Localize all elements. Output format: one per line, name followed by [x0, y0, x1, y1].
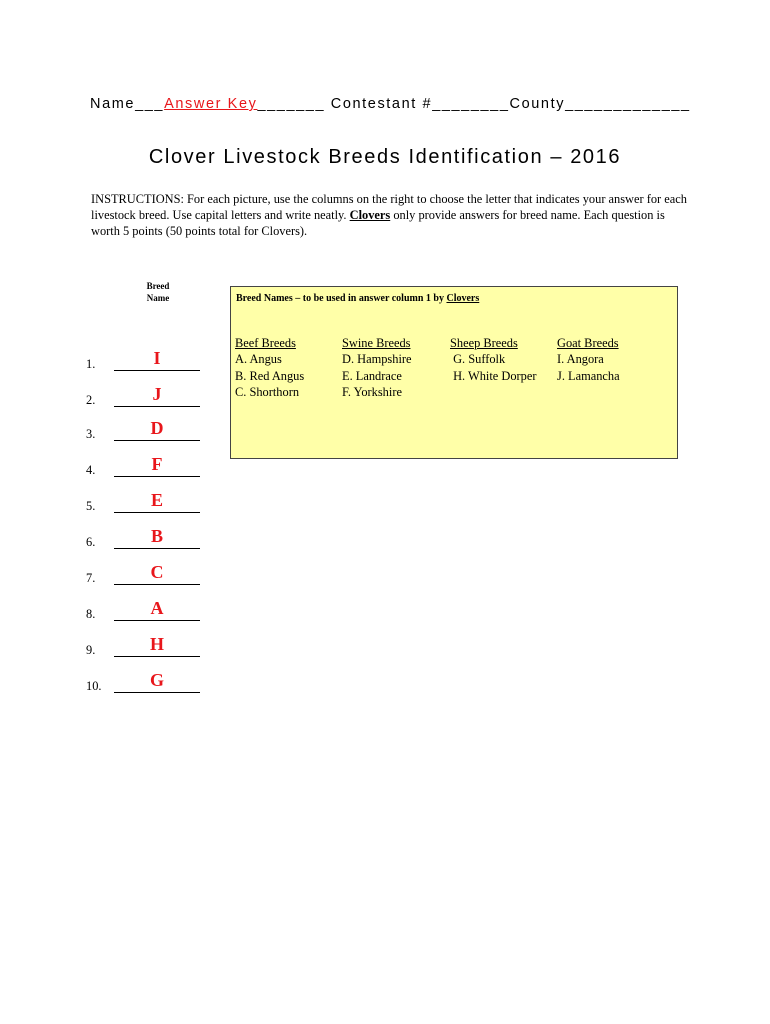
breed-item: I. Angora [557, 352, 604, 367]
answer-line [114, 439, 200, 441]
answer-row [86, 448, 206, 478]
header-line [90, 96, 690, 112]
breed-item: G. Suffolk [450, 352, 506, 367]
answer-line [114, 691, 200, 693]
answer-line [114, 655, 200, 657]
page-title: Clover Livestock Breeds Identification – 2016 [148, 146, 622, 168]
breed-column-title: Goat Breeds [557, 336, 619, 350]
breed-item: A. Angus [235, 352, 282, 367]
answer-row [86, 484, 206, 514]
breed-item: J. Lamancha [557, 368, 620, 383]
breed-box-heading [236, 293, 479, 304]
breed-item: D. Hampshire [342, 352, 412, 367]
breed-column-sheep [450, 335, 536, 384]
breed-column-title: Beef Breeds [235, 336, 296, 350]
question-number: 2. [86, 393, 96, 407]
question-number: 7. [86, 571, 96, 585]
contestant-blank: ________ [432, 96, 510, 112]
answer-line [114, 583, 200, 585]
answer-letter: E [150, 490, 163, 510]
question-number: 10. [86, 679, 102, 693]
answer-letter: B [150, 526, 163, 546]
instructions-emph: Clovers [349, 208, 391, 222]
breed-column-title: Sheep Breeds [450, 336, 518, 350]
breed-item: C. Shorthorn [235, 384, 300, 399]
question-number: 5. [86, 499, 96, 513]
answer-letter: D [150, 418, 164, 438]
column-header-line1: Breed [146, 281, 170, 291]
column-header-line2: Name [146, 293, 170, 303]
breed-box-heading-text: Breed Names – to be used in answer column 1 by [236, 293, 447, 304]
answer-row [86, 378, 206, 408]
question-number: 4. [86, 463, 96, 477]
answer-row [86, 412, 206, 442]
answer-line [114, 619, 200, 621]
breed-item: F. Yorkshire [342, 384, 402, 399]
question-number: 9. [86, 643, 96, 657]
instructions-text-2: only provide answers for breed name. Each question is worth 5 points (50 points total for Clovers). [91, 208, 665, 238]
instructions [91, 191, 691, 239]
contestant-label: Contestant # [330, 96, 433, 112]
name-label: Name [90, 96, 136, 112]
question-number: 1. [86, 357, 96, 371]
breed-names-box [230, 286, 678, 459]
answer-letter: F [151, 454, 163, 474]
breed-column-title: Swine Breeds [342, 336, 411, 350]
question-number: 6. [86, 535, 96, 549]
answer-row [86, 520, 206, 550]
answer-letter: G [149, 670, 164, 690]
answer-line [114, 405, 200, 407]
county-label: County [509, 96, 566, 112]
answer-line [114, 547, 200, 549]
answer-letter: I [153, 348, 161, 368]
answer-row [86, 664, 206, 694]
question-number: 8. [86, 607, 96, 621]
answer-line [114, 369, 200, 371]
answer-letter: J [152, 384, 162, 404]
breed-column-swine [342, 335, 412, 400]
name-value: Answer Key [164, 96, 258, 112]
name-blank-post: _______ [257, 96, 326, 112]
breed-item: H. White Dorper [450, 368, 537, 383]
answer-row [86, 556, 206, 586]
breed-item: E. Landrace [342, 368, 402, 383]
answer-line [114, 475, 200, 477]
answer-letter: C [150, 562, 164, 582]
answer-row [86, 628, 206, 658]
instructions-text-1: INSTRUCTIONS: For each picture, use the columns on the right to choose the letter that indicates your answer for each livestock breed. Use capital letters and write neatly. [91, 192, 687, 222]
name-blank-pre: ___ [135, 96, 165, 112]
breed-column-beef [235, 335, 304, 400]
breed-box-heading-emph: Clovers [446, 293, 480, 304]
answer-row [86, 342, 206, 372]
breed-item: B. Red Angus [235, 368, 305, 383]
county-blank: _____________ [565, 96, 691, 112]
answer-row [86, 592, 206, 622]
answer-letter: H [149, 634, 164, 654]
answer-column-header [132, 280, 184, 304]
question-number: 3. [86, 427, 96, 441]
breed-column-goat [557, 335, 620, 384]
answer-letter: A [150, 598, 164, 618]
answer-line [114, 511, 200, 513]
